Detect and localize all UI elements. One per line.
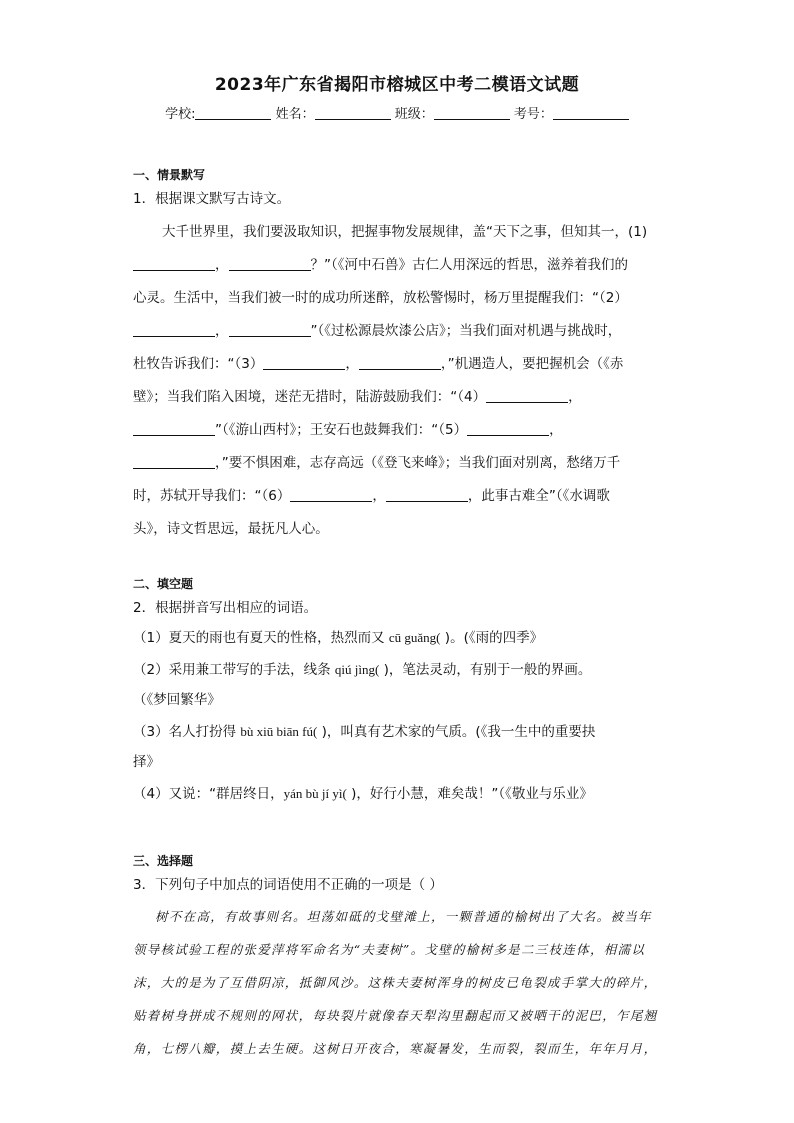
passage-line: ，”要不惧困难，志存高远（《登飞来峰》；当我们面对别离，愁绪万千	[133, 453, 693, 473]
answer-blank[interactable]	[486, 388, 568, 403]
section-heading: 三、选择题	[133, 854, 194, 868]
fill-item: （3）名人打扮得 bù xiū biān fú( )，叫真有艺术家的气质。(《我一生中的重要抉	[133, 724, 596, 740]
answer-blank[interactable]	[263, 355, 345, 370]
passage-line: 大千世界里，我们要汲取知识，把握事物发展规律，盖“天下之事，但知其一，(1)	[162, 224, 648, 240]
question-stem: 2．根据拼音写出相应的词语。	[133, 600, 318, 616]
fill-item: （4）又说：“群居终日，yán bù jí yì( )，好行小慧，难矣哉！”（《敬业与乐业》	[133, 786, 593, 802]
name-label: 姓名：	[275, 107, 315, 122]
exam-no-field[interactable]	[553, 105, 629, 120]
passage-line: 心灵。生活中，当我们被一时的成功所迷醉，放松警惕时，杨万里提醒我们：“（2）	[133, 290, 628, 306]
name-field[interactable]	[315, 105, 391, 120]
class-label: 班级：	[394, 107, 434, 122]
question-stem: 3．下列句子中加点的词语使用不正确的一项是（ ）	[133, 877, 443, 893]
answer-blank[interactable]	[133, 421, 215, 436]
passage-line: ， ？”（《河中石兽》古仁人用深远的哲思，滋养着我们的	[133, 255, 693, 275]
section-heading: 一、情景默写	[133, 168, 206, 182]
fill-item-continued: （《梦回繁华》	[133, 692, 221, 708]
page-title: 2023年广东省揭阳市榕城区中考二模语文试题	[214, 75, 580, 95]
question-stem: 1．根据课文默写古诗文。	[133, 191, 291, 207]
passage-line: 杜牧告诉我们：“（3） ， ，”机遇造人，要把握机会（《赤	[133, 356, 624, 372]
pinyin-text: qiú jìng(	[334, 662, 380, 677]
reading-passage-line: 贴着树身拼成不规则的网状，每块裂片就像春天犁沟里翻起而又被晒干的泥巴，乍尾翘	[133, 1008, 658, 1023]
section-heading: 二、填空题	[133, 577, 194, 591]
answer-blank[interactable]	[359, 355, 441, 370]
answer-blank[interactable]	[133, 454, 215, 469]
answer-blank[interactable]	[386, 487, 468, 502]
reading-passage-line: 领导核试验工程的张爱萍将军命名为“夫妻树”。戈壁的榆树多是二三枝连体，相濡以	[133, 942, 646, 957]
school-label: 学校:	[165, 107, 196, 122]
class-field[interactable]	[434, 105, 510, 120]
reading-passage-line: 树不在高，有故事则名。坦荡如砥的戈壁滩上，一颗普通的榆树出了大名。被当年	[155, 909, 652, 924]
passage-line: ”（《游山西村》；王安石也鼓舞我们：“（5） ，	[133, 420, 693, 440]
answer-blank[interactable]	[467, 421, 549, 436]
fill-item: （2）采用兼工带写的手法，线条 qiú jìng( )，笔法灵动，有别于一般的界画。	[133, 662, 592, 678]
passage-line: 时，苏轼开导我们：“（6） ， ，此事古难全”（《水调歌	[133, 488, 610, 504]
passage-line: 头》，诗文哲思远，最抚凡人心。	[133, 521, 329, 537]
passage-line: ， ”（《过松源晨炊漆公店》；当我们面对机遇与挑战时，	[133, 321, 693, 341]
school-field[interactable]	[195, 105, 271, 120]
answer-blank[interactable]	[229, 256, 311, 271]
answer-blank[interactable]	[229, 322, 311, 337]
pinyin-text: cū guǎng(	[388, 630, 441, 645]
answer-blank[interactable]	[133, 322, 215, 337]
passage-line: 壁》；当我们陷入困境，迷茫无措时，陆游鼓励我们：“（4） ，	[133, 389, 582, 405]
reading-passage-line: 沫，大的是为了互借阴凉，抵御风沙。这株夫妻树浑身的树皮已龟裂成手掌大的碎片，	[133, 975, 658, 990]
answer-blank[interactable]	[133, 256, 215, 271]
exam-no-label: 考号：	[513, 107, 553, 122]
fill-item: （1）夏天的雨也有夏天的性格，热烈而又 cū guǎng( )。(《雨的四季》	[133, 630, 544, 646]
pinyin-text: yán bù jí yì(	[283, 786, 347, 801]
answer-blank[interactable]	[290, 487, 372, 502]
pinyin-text: bù xiū biān fú(	[240, 724, 318, 739]
fill-item-continued: 择》	[133, 754, 160, 770]
reading-passage-line: 角，七楞八瓣，摸上去生硬。这树日开夜合，寒凝暑发，生而裂，裂而生，年年月月，	[133, 1041, 658, 1056]
student-info-row	[0, 103, 794, 122]
